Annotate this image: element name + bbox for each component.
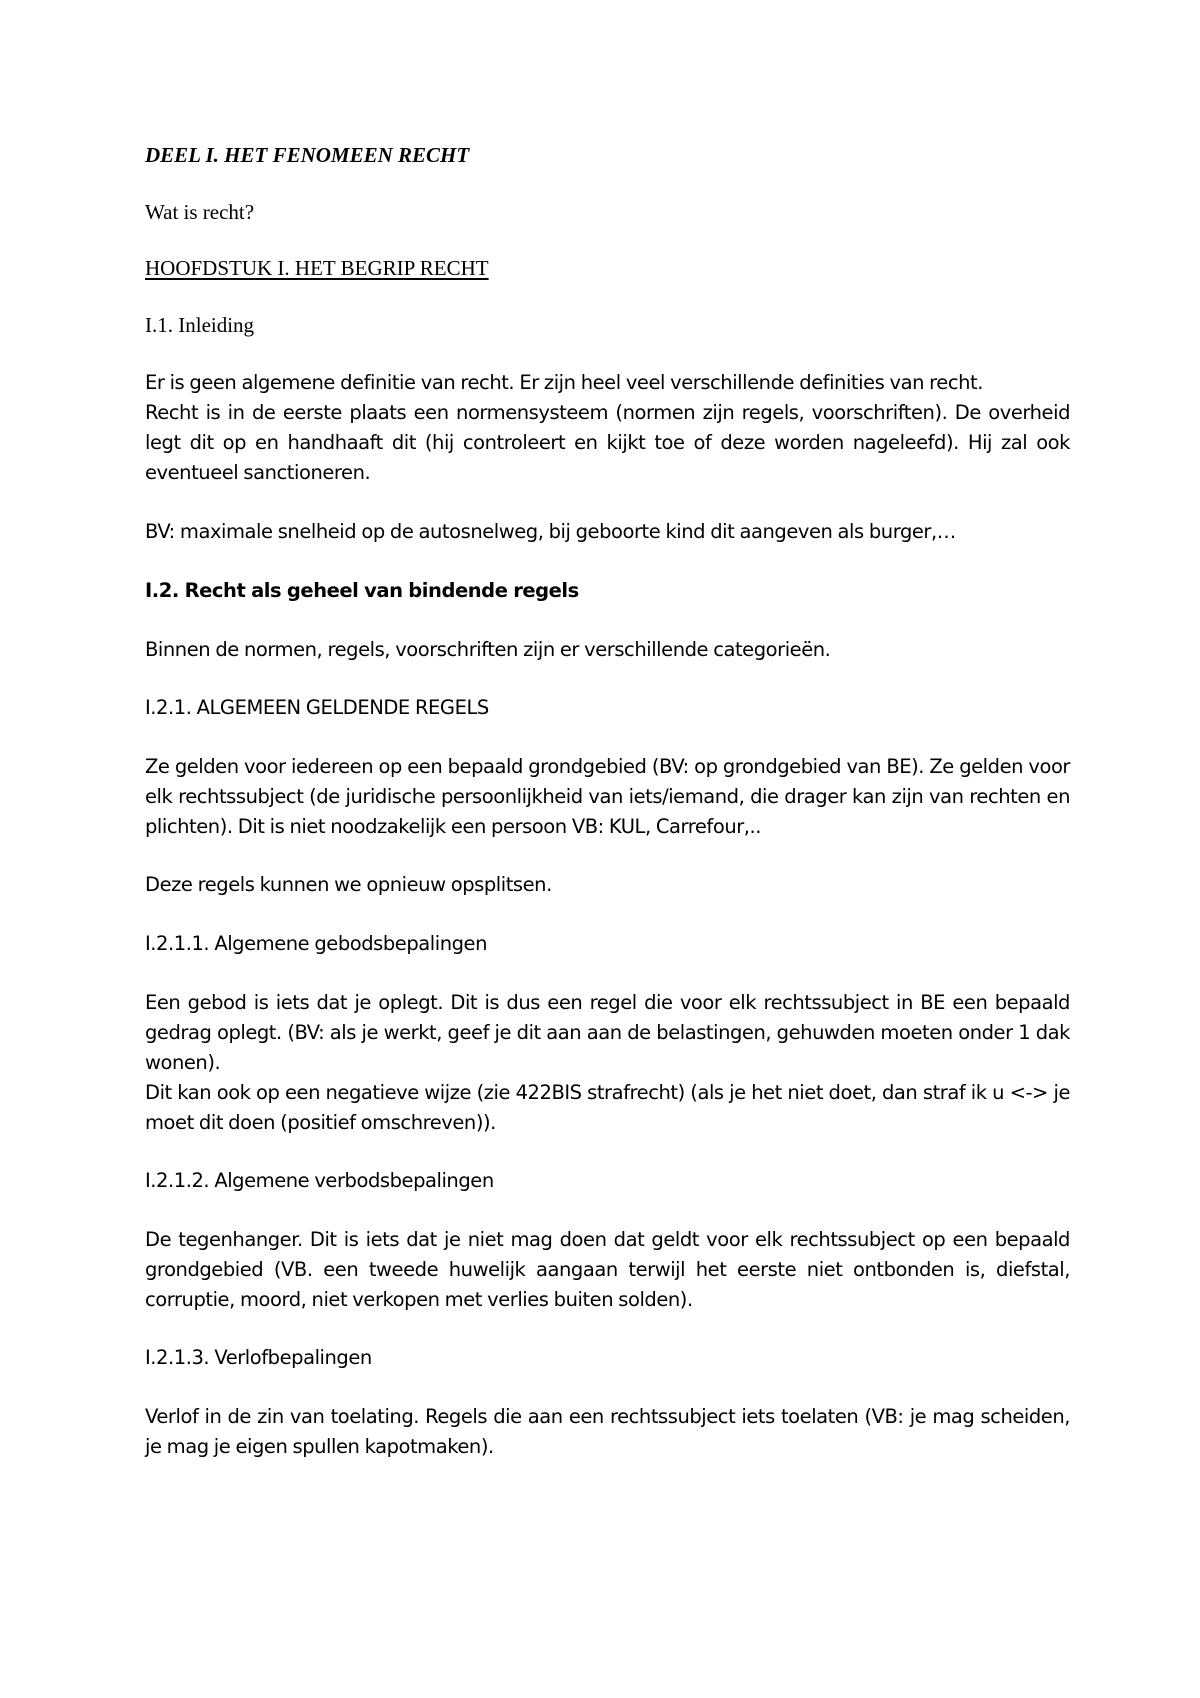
section-1-2-1-1-paragraph-2: Dit kan ook op een negatieve wijze (zie 422BIS strafrecht) (als je het niet doet, dan straf ik u <-> je moet dit doen (positief omschreven)). [145, 1081, 1070, 1134]
part-title: DEEL I. HET FENOMEEN RECHT [145, 143, 470, 167]
section-1-2-1-paragraph-1: Ze gelden voor iedereen op een bepaald grondgebied (BV: op grondgebied van BE). Ze gelden voor elk rechtssubject (de juridische persoonlijkheid van iets/iemand, die drager kan zijn van rechten en plichten). Dit is niet noodzakelijk een persoon VB: KUL, Carrefour,.. [145, 755, 1070, 838]
section-1-2-1-2-paragraph: De tegenhanger. Dit is iets dat je niet mag doen dat geldt voor elk rechtssubject op een bepaald grondgebied (VB. een tweede huwelijk aangaan terwijl het eerste niet ontbonden is, diefstal, corruptie, moord, niet verkopen met verlies buiten solden). [145, 1228, 1070, 1311]
intro-paragraph-2: Recht is in de eerste plaats een normensysteem (normen zijn regels, voorschriften). De overheid legt dit op en handhaaft dit (hij controleert en kijkt toe of deze worden nageleefd). Hij zal ook eventueel sanctioneren. [145, 401, 1070, 484]
chapter-title: HOOFDSTUK I. HET BEGRIP RECHT [145, 256, 489, 280]
section-heading-1-2-1-1: I.2.1.1. Algemene gebodsbepalingen [145, 932, 487, 955]
section-1-2-paragraph: Binnen de normen, regels, voorschriften zijn er verschillende categorieën. [145, 638, 831, 661]
intro-paragraph-1: Er is geen algemene definitie van recht. Er zijn heel veel verschillende definities van recht. [145, 371, 983, 394]
section-heading-1-1: I.1. Inleiding [145, 313, 255, 337]
section-heading-1-2: I.2. Recht als geheel van bindende regels [145, 579, 579, 602]
section-heading-1-2-1-2: I.2.1.2. Algemene verbodsbepalingen [145, 1169, 494, 1192]
question-text: Wat is recht? [145, 200, 255, 224]
section-1-2-1-3-paragraph: Verlof in de zin van toelating. Regels die aan een rechtssubject iets toelaten (VB: je mag scheiden, je mag je eigen spullen kapotmaken). [145, 1405, 1070, 1458]
intro-block [145, 368, 1070, 488]
section-1-2-1-1-block [145, 988, 1070, 1138]
section-heading-1-2-1-3: I.2.1.3. Verlofbepalingen [145, 1346, 372, 1369]
section-1-2-1-1-paragraph-1: Een gebod is iets dat je oplegt. Dit is dus een regel die voor elk rechtssubject in BE een bepaald gedrag oplegt. (BV: als je werkt, geef je dit aan aan de belastingen, gehuwden moeten onder 1 dak wonen). [145, 991, 1070, 1074]
intro-example: BV: maximale snelheid op de autosnelweg, bij geboorte kind dit aangeven als burger,… [145, 520, 956, 543]
section-heading-1-2-1: I.2.1. ALGEMEEN GELDENDE REGELS [145, 696, 489, 719]
section-1-2-1-paragraph-2: Deze regels kunnen we opnieuw opsplitsen. [145, 873, 552, 896]
